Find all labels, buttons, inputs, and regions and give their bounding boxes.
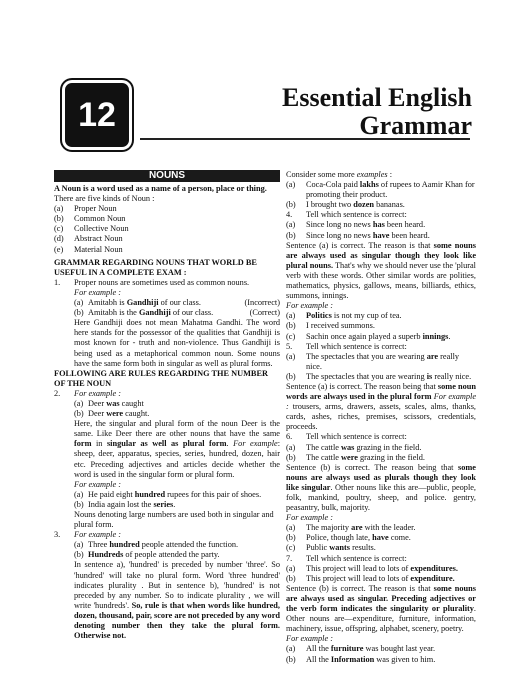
left-column: NOUNS A Noun is a word used as a name of a person, place or thing. There are five kinds of Noun : (a) Proper Noun (b) Common Noun (c) Collective Noun (d) Abstract Noun (e) Material Noun GRAMMAR REGARDING NOUNS THAT WORLD BE USEFUL IN A COMPLETE EXAM : 1. Proper nouns are sometimes used as common nouns. For example : (a) Amitabh is Gandhiji of our class. (Incorrect) (b) Amitabh is the Gandhiji of our class. (Correct) Here Gandhiji does not mean Mahatma Gandhi. The word here stands for the possessor of the qualities that Gandhiji is most known for - truth and non-violence. Thus Gandhiji is being used as a metaphorical common noun. Some nouns have the same form both in singular as well as plural forms. FOLLOWING ARE RULES REGARDING THE NUMBER OF THE NOUN 2. For example : (a) Deer was caught (b) Deer were caught. Here, the singular and plural form of the noun Deer is the same. Like Deer there are other nouns that have the same form in singular as well as plural form. For example: sheep, deer, apparatus, species, series, hundred, dozen, hair etc. Preceding adjectives and articles decide whether the word is used in the singular form or plural form. For example : (a) He paid eight hundred rupees for this pair of shoes. (b) India again lost the series. Nouns denoting large numbers are used both in singular and plural form. 3. For example : (a) Three hundred people attended the function. (b) Hundreds of people attended the party. In sentence a), 'hundred' is preceded by number 'three'. So 'hundred' will take no plural form. Word 'three hundred' indicates plurality . But in sentence b), 'hundred' is not preceded by any number. So to indicate plurality , we will write 'hundreds'. So, rule is that when words like hundred, dozen, thousand, pair, score are not preceded by any word denoting number then they take the plural form. Otherwise not. xyxy=(54,170,280,641)
rule-5: 5. Tell which sentence is correct: xyxy=(286,341,407,351)
list-item: (b) Police, though late, have come. xyxy=(286,533,411,543)
rules-heading: FOLLOWING ARE RULES REGARDING THE NUMBER OF THE NOUN xyxy=(54,368,268,388)
grammar-heading: GRAMMAR REGARDING NOUNS THAT WORLD BE USEFUL IN A COMPLETE EXAM : xyxy=(54,257,257,277)
rule-6: 6. Tell which sentence is correct: xyxy=(286,432,407,442)
list-item: (a) The majority are with the leader. xyxy=(286,523,416,533)
list-item: (a) The cattle was grazing in the field. xyxy=(286,442,422,452)
list-item: (a) The spectacles that you are wearing are really nice. xyxy=(286,351,460,371)
list-item: (c) Sachin once again played a superb innings. xyxy=(286,331,451,341)
chapter-number: 12 xyxy=(78,95,116,134)
list-item: (a) Three hundred people attended the function. xyxy=(74,540,239,550)
rule-3: 3. For example : xyxy=(54,530,121,540)
list-item: (e) Material Noun xyxy=(54,244,123,254)
list-item: (c) Collective Noun xyxy=(54,224,129,234)
list-item: (a) Politics is not my cup of tea. xyxy=(286,311,402,321)
list-item: (b) Since long no news have been heard. xyxy=(286,230,430,240)
list-item: (b) Deer were caught. xyxy=(74,409,150,419)
list-item: (a) Coca-Cola paid lakhs of rupees to Aamir Khan for promoting their product. xyxy=(286,180,475,200)
list-item: (a) All the furniture was bought last year. xyxy=(286,644,436,654)
noun-definition: A Noun is a word used as a name of a person, place or thing. xyxy=(54,184,267,193)
list-item: (b) The spectacles that you are wearing is really nice. xyxy=(286,371,472,381)
list-item: (b) The cattle were grazing in the field. xyxy=(286,452,425,462)
chapter-title: Essential English Grammar xyxy=(281,83,472,140)
list-item: (b) Common Noun xyxy=(54,214,126,224)
list-item: (a) This project will lead to lots of expenditures. xyxy=(286,563,458,573)
rule-1: 1. Proper nouns are sometimes used as common nouns. xyxy=(54,277,250,287)
list-item: (a) Amitabh is Gandhiji of our class. (Incorrect) xyxy=(74,298,280,308)
list-item: (b) Amitabh is the Gandhiji of our class. (Correct) xyxy=(74,308,280,318)
list-item: (b) Hundreds of people attended the party. xyxy=(74,550,220,560)
list-item: (a) Since long no news has been heard. xyxy=(286,220,426,230)
list-item: (b) I brought two dozen bananas. xyxy=(286,200,405,210)
section-heading-nouns: NOUNS xyxy=(54,170,280,182)
list-item: (a) Deer was caught xyxy=(74,398,144,408)
list-item: (a) He paid eight hundred rupees for this pair of shoes. xyxy=(74,489,262,499)
kinds-list xyxy=(54,204,280,254)
list-item: (b) This project will lead to lots of expenditure. xyxy=(286,573,455,583)
right-column: Consider some more examples : (a) Coca-Cola paid lakhs of rupees to Aamir Khan for promoting their product. (b) I brought two dozen bananas. 4. Tell which sentence is correct: (a) Since long no news has been heard. (b) Since long no news have been heard. Sentence (a) is correct. The reason is that some nouns are always used as singular though they look like plural nouns. That's why we should never use the 'plural verb with these words. Other similar words are polities, mathematics, physics, gallows, means, billiards, ethics, summons, innings. For example : (a) Politics is not my cup of tea. (b) I received summons. (c) Sachin once again played a superb innings. 5. Tell which sentence is correct: (a) The spectacles that you are wearing are really nice. (b) The spectacles that you are wearing is really nice. Sentence (a) is correct. The reason being that some noun words are always used in the plural form For example : trousers, arms, drawers, assets, scales, alms, thanks, cards, ashes, riches, premises, scissors, credentials, proceeds. 6. Tell which sentence is correct: (a) The cattle was grazing in the field. (b) The cattle were grazing in the field. Sentence (b) is correct. The reason being that some nouns are always used as plurals though they look like singular. Other nouns like this are—public, people, folk, mankind, poultry, sheep, and police. gentry, peasantry, bulk, majority. For example : (a) The majority are with the leader. (b) Police, though late, have come. (c) Public wants results. 7. Tell which sentence is correct: (a) This project will lead to lots of expenditures. (b) This project will lead to lots of expenditure. Sentence (b) is correct. The reason is that some nouns are always used as singular. Preceding adjectives or the verb form indicates the singularity or plurality. Other nouns are—expenditure, furniture, information, machinery, issue, offspring, alphabet, scenery, poetry. For example : (a) All the furniture was bought last year. (b) All the Information was given to him. xyxy=(286,170,477,664)
rule-4: 4. Tell which sentence is correct: xyxy=(286,210,407,220)
kinds-intro: There are five kinds of Noun : xyxy=(54,194,155,204)
rule-7: 7. Tell which sentence is correct: xyxy=(286,553,407,563)
list-item: (b) India again lost the series. xyxy=(74,499,176,509)
chapter-number-box xyxy=(62,80,132,150)
list-item: (d) Abstract Noun xyxy=(54,234,123,244)
list-item: (b) I received summons. xyxy=(286,321,375,331)
list-item: (c) Public wants results. xyxy=(286,543,376,553)
rule-2: 2. For example : xyxy=(54,388,121,398)
list-item: (a) Proper Noun xyxy=(54,204,117,214)
list-item: (b) All the Information was given to him. xyxy=(286,654,436,664)
